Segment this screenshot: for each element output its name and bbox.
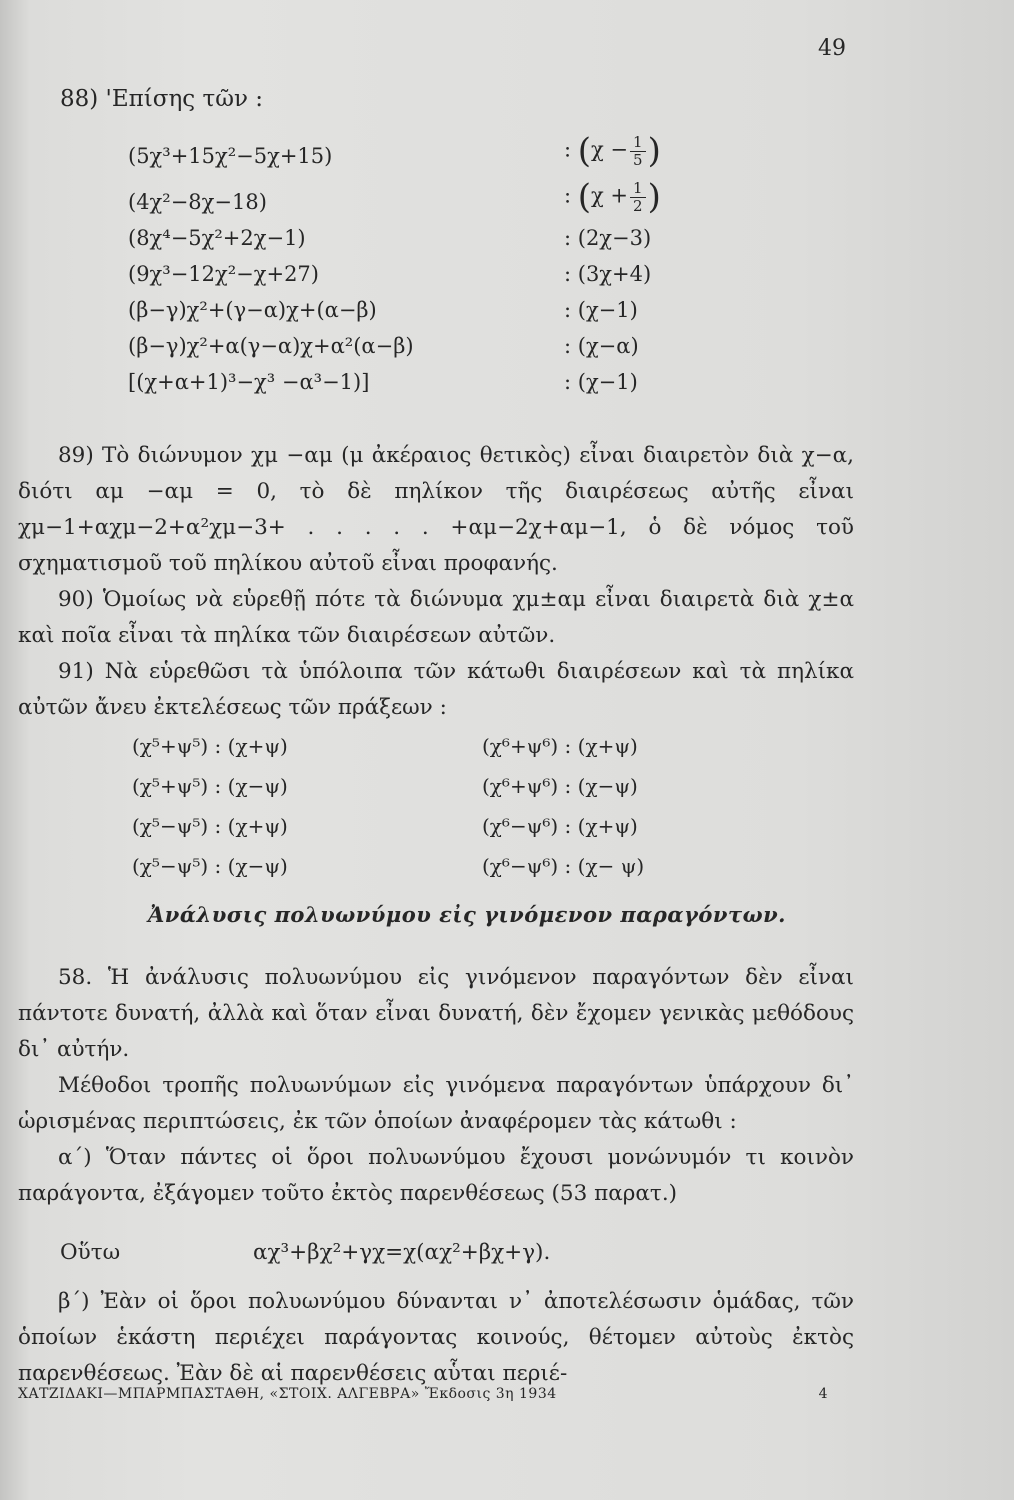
divisor: : (2χ−3) xyxy=(564,226,652,250)
example-formula xyxy=(60,1240,550,1265)
page-number: 49 xyxy=(818,36,846,61)
division-expression: (χ⁶−ψ⁶) : (χ+ψ) xyxy=(482,814,638,838)
formula-lead: Οὕτω xyxy=(60,1240,121,1265)
division-expression: (χ⁶+ψ⁶) : (χ+ψ) xyxy=(482,734,638,758)
paragraph-beta: β΄) Ἐὰν οἱ ὅροι πολυωνύμου δύνανται ν᾽ ἀποτελέσωσιν ὁμάδας, τῶν ὁποίων ἑκάστη περιέχει παράγοντας κοινούς, θέτομεν αὐτοὺς ἐκτὸς παρενθέσεως. Ἐὰν δὲ αἱ παρενθέσεις αὗται περιέ- xyxy=(18,1289,854,1386)
signature-mark: 4 xyxy=(818,1386,828,1402)
divisor: : (χ − $\frac{1}{5}$ ) xyxy=(564,131,661,171)
exercises-89-91 xyxy=(18,438,854,726)
dividend: [(χ+α+1)³−χ³ −α³−1)] xyxy=(128,370,370,394)
pair-row xyxy=(132,770,732,810)
divisor: : (3χ+4) xyxy=(564,262,652,286)
division-row xyxy=(128,364,728,400)
division-pairs-91 xyxy=(132,730,732,890)
paragraph-alpha: α΄) Ὅταν πάντες οἱ ὅροι πολυωνύμου ἔχουσι μονώνυμόν τι κοινὸν παράγοντα, ἐξάγομεν τοῦτο ἐκτὸς παρενθέσεως (53 παρατ.) xyxy=(18,1145,854,1206)
divisor: : (χ−α) xyxy=(564,334,639,358)
division-expression: (χ⁵+ψ⁵) : (χ+ψ) xyxy=(132,734,288,758)
exercise-88-heading: 88) 'Επίσης τῶν : xyxy=(60,86,263,112)
division-row xyxy=(128,292,728,328)
dividend: (5χ³+15χ²−5χ+15) xyxy=(128,144,333,168)
division-row xyxy=(128,256,728,292)
paragraph-methods: Μέθοδοι τροπῆς πολυωνύμων εἰς γινόμενα παραγόντων ὑπάρχουν δι᾽ ὡρισμένας περιπτώσεις, ἐκ τῶν ὁποίων ἀναφέρομεν τὰς κάτωθι : xyxy=(18,1073,854,1134)
exercise-89: 89) Τὸ διώνυμον χμ −αμ (μ ἀκέραιος θετικὸς) εἶναι διαιρετὸν διὰ χ−α, διότι αμ −αμ = 0, τὸ δὲ πηλίκον τῆς διαιρέσεως αὐτῆς εἶναι χμ−1+αχμ−2+α²χμ−3+ . . . . . +αμ−2χ+αμ−1, ὁ δὲ νόμος τοῦ σχηματισμοῦ τοῦ πηλίκου αὐτοῦ εἶναι προφανής. xyxy=(18,443,854,576)
section-beta-text xyxy=(18,1284,854,1392)
division-row xyxy=(128,328,728,364)
division-row xyxy=(128,174,728,220)
division-row xyxy=(128,220,728,256)
pair-row xyxy=(132,810,732,850)
division-expression: (χ⁵+ψ⁵) : (χ−ψ) xyxy=(132,774,288,798)
footer-citation: ΧΑΤΖΙΔΑΚΙ—ΜΠΑΡΜΠΑΣΤΑΘΗ, «ΣΤΟΙΧ. ΑΛΓΕΒΡΑ» Ἔκδοσις 3η 1934 xyxy=(18,1386,557,1402)
dividend: (4χ²−8χ−18) xyxy=(128,190,267,214)
dividend: (8χ⁴−5χ²+2χ−1) xyxy=(128,226,306,250)
division-expression: (χ⁶−ψ⁶) : (χ− ψ) xyxy=(482,854,645,878)
exercise-91: 91) Νὰ εὑρεθῶσι τὰ ὑπόλοιπα τῶν κάτωθι διαιρέσεων καὶ τὰ πηλίκα αὐτῶν ἄνευ ἐκτελέσεως τῶν πράξεων : xyxy=(18,659,854,720)
dividend: (9χ³−12χ²−χ+27) xyxy=(128,262,319,286)
exercise-90: 90) Ὁμοίως νὰ εὑρεθῇ πότε τὰ διώνυμα χμ±αμ εἶναι διαιρετὰ διὰ χ±α καὶ ποῖα εἶναι τὰ πηλίκα τῶν διαιρέσεων αὐτῶν. xyxy=(18,587,854,648)
section-title: Ἀνάλυσις πολυωνύμου εἰς γινόμενον παραγόντων. xyxy=(148,902,786,927)
division-list-88 xyxy=(128,128,728,400)
division-expression: (χ⁶+ψ⁶) : (χ−ψ) xyxy=(482,774,638,798)
dividend: (β−γ)χ²+α(γ−α)χ+α²(α−β) xyxy=(128,334,414,358)
fraction: $\frac{1}{2}$ xyxy=(630,180,646,214)
section-58-text xyxy=(18,960,854,1212)
formula-equation: αχ³+βχ²+γχ=χ(αχ²+βχ+γ). xyxy=(252,1240,551,1265)
pair-row xyxy=(132,850,732,890)
divisor: : (χ−1) xyxy=(564,370,638,394)
divisor: : (χ−1) xyxy=(564,298,638,322)
dividend: (β−γ)χ²+(γ−α)χ+(α−β) xyxy=(128,298,377,322)
pair-row xyxy=(132,730,732,770)
division-expression: (χ⁵−ψ⁵) : (χ+ψ) xyxy=(132,814,288,838)
fraction: $\frac{1}{5}$ xyxy=(630,134,646,168)
division-expression: (χ⁵−ψ⁵) : (χ−ψ) xyxy=(132,854,288,878)
paragraph-58: 58. Ἡ ἀνάλυσις πολυωνύμου εἰς γινόμενον παραγόντων δὲν εἶναι πάντοτε δυνατή, ἀλλὰ καὶ ὅταν εἶναι δυνατή, δὲν ἔχομεν γενικὰς μεθόδους δι᾽ αὐτήν. xyxy=(18,965,854,1062)
page-footer xyxy=(18,1386,838,1402)
divisor: : (χ + $\frac{1}{2}$ ) xyxy=(564,177,661,217)
division-row xyxy=(128,128,728,174)
